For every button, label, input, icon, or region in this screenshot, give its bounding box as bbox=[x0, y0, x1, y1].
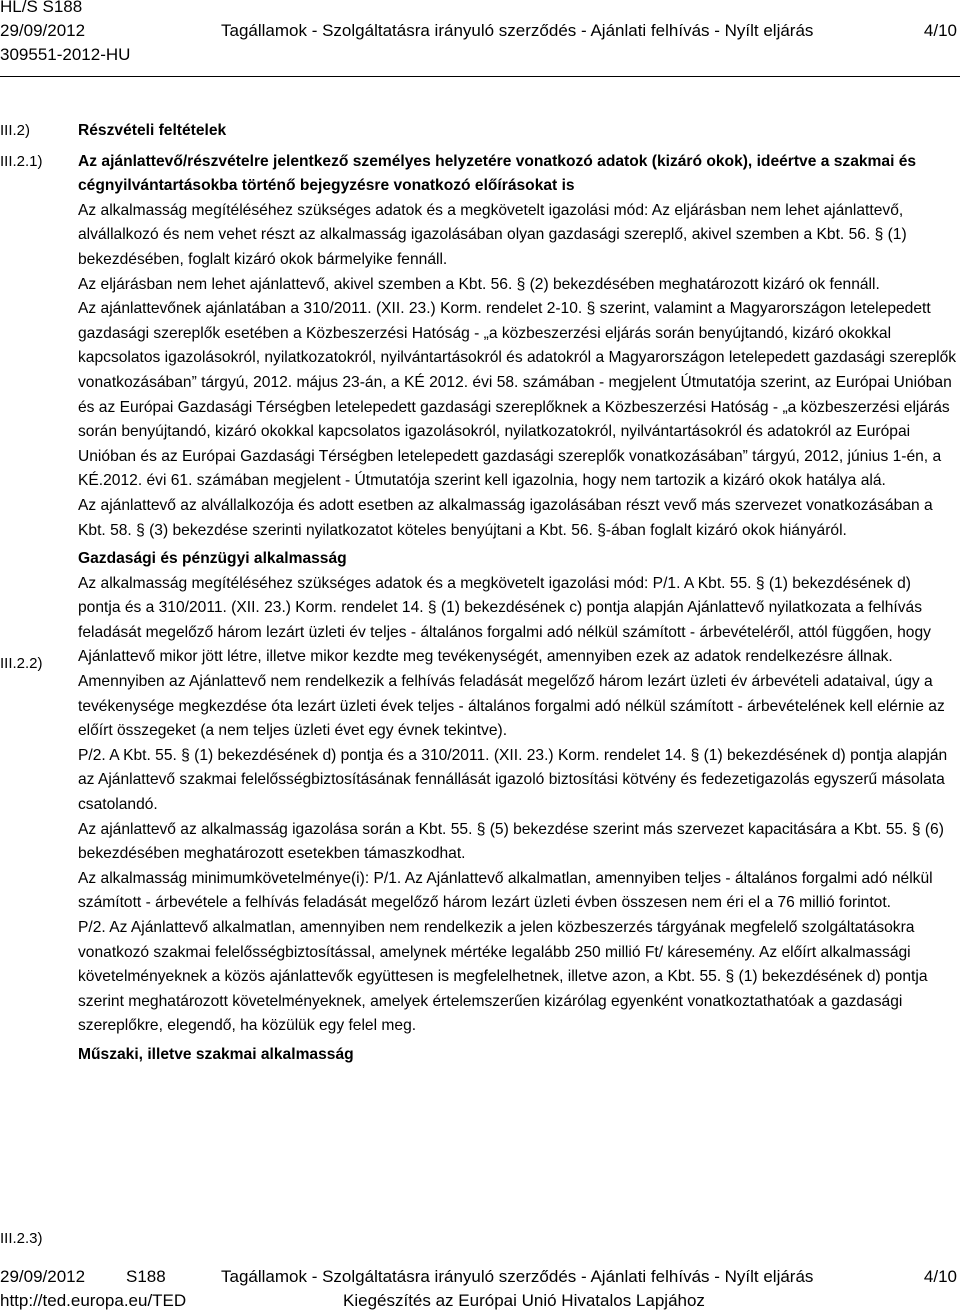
heading-participation: Részvételi feltételek bbox=[78, 122, 227, 139]
section-number: III.2.2) bbox=[0, 655, 43, 672]
header-date: 29/09/2012 bbox=[0, 21, 86, 40]
footer-supplement: Kiegészítés az Európai Unió Hivatalos Lapjához bbox=[343, 1291, 705, 1310]
page-header bbox=[0, 0, 960, 67]
section-number: III.2.1) bbox=[0, 153, 43, 170]
paragraph: Az ajánlattevő az alvállalkozója és adott esetben az alkalmasság igazolásában részt vevő más szervezet vonatkozásában a Kbt. 58. § (3) bekezdése szerinti nyilatkozatot köteles benyújtani a Kbt. 56. §-ában foglalt kizáró okok hiányáról. bbox=[78, 496, 933, 539]
heading-personal-situation: Az ajánlattevő/részvételre jelentkező személyes helyzetére vonatkozó adatok (kizáró okok), ideértve a szakmai és cégnyilvántartásokba történő bejegyzésre vonatkozó előírásokat is bbox=[78, 152, 917, 195]
ted-link[interactable]: http://ted.europa.eu/TED bbox=[0, 1291, 187, 1310]
heading-economic-capacity: Gazdasági és pénzügyi alkalmasság bbox=[78, 550, 347, 568]
footer-date: 29/09/2012 bbox=[0, 1267, 86, 1286]
section-number: III.2) bbox=[0, 122, 31, 139]
footer-series: S188 bbox=[126, 1267, 166, 1286]
paragraph: Az alkalmasság megítéléséhez szükséges adatok és a megkövetelt igazolási mód: Az eljárásban nem lehet ajánlattevő, alvállalkozó és nem vehet részt az alkalmasság igazolásában olyan gazdasági szereplő, akivel szemben a Kbt. 56. § (1) bekezdésében, foglalt kizáró okok bármelyike fennáll. bbox=[78, 201, 907, 268]
paragraph: Az alkalmasság minimumkövetelménye(i): P/1. Az Ajánlattevő alkalmatlan, amennyiben teljes - általános forgalmi adó nélkül számított - árbevétele a felhívás feladását megelőző három lezárt üzleti évben összesen nem éri el a 76 millió forintot. bbox=[78, 869, 933, 912]
paragraph: P/2. A Kbt. 55. § (1) bekezdésének d) pontja és a 310/2011. (XII. 23.) Korm. rendelet 14. § (1) bekezdésének d) pontja alapján az Ajánlattevő szakmai felelősségbiztosításának fennállását igazoló biztosítási kötvény és fedezetigazolás egyszerű másolata csatolandó. bbox=[78, 746, 948, 814]
page-footer bbox=[0, 1265, 960, 1313]
header-page-number: 4/10 bbox=[923, 21, 957, 40]
notice-body bbox=[78, 119, 957, 1068]
doc-id: HL/S S188 bbox=[0, 0, 83, 16]
paragraph: Az alkalmasság megítéléséhez szükséges adatok és a megkövetelt igazolási mód: P/1. A Kbt. 55. § (1) bekezdésének d) pontja és a 310/2011. (XII. 23.) Korm. rendelet 14. § (1) bekezdésének c) pontja alapján Ajánlattevő nyilatkozata a felhívás feladását megelőző három lezárt üzleti év teljes - általános forgalmi adó nélkül számított - árbevételéről, attól függően, hogy Ajánlattevő mikor jött létre, illetve mikor kezdte meg tevékenységét, amennyiben ezek az adatok rendelkezésre állnak. Amennyiben az Ajánlattevő nem rendelkezik a felhívás feladását megelőző három lezárt üzleti év árbevételi adataival, úgy a tevékenysége megkezdése óta lezárt üzleti évek teljes - általános forgalmi adó nélkül számított - árbevételének kell elérnie az előírt összegeket (a nem teljes üzleti évet egy évnek tekintve). bbox=[78, 574, 945, 740]
paragraph: Az ajánlattevőnek ajánlatában a 310/2011. (XII. 23.) Korm. rendelet 2-10. § szerint, valamint a Magyarországon letelepedett gazdasági szereplők esetében a Közbeszerzési Hatóság - „a közbeszerzési eljárás során benyújtandó, kizáró okokkal kapcsolatos igazolásokról, nyilatkozatokról, nyilvántartásokról és adatokról a Magyarországon letelepedett gazdasági szereplők vonatkozásában” tárgyú, 2012. május 23-án, a KÉ 2012. évi 58. számában - megjelent Útmutatója szerint, az Európai Unióban és az Európai Gazdasági Térségben letelepedett gazdasági szereplőknek a Közbeszerzési Hatóság - „a közbeszerzési eljárás során benyújtandó, kizáró okokkal kapcsolatos igazolásokról, nyilatkozatokról, nyilvántartásokról és adatokról az Európai Unióban és az Európai Gazdasági Térségben letelepedett gazdasági szereplők vonatkozásában” tárgyú, 2012, június 1-én, a KÉ.2012. évi 61. számában megjelent - Útmutatója szerint kell igazolnia, hogy nem tartozik a kizáró okok hatálya alá. bbox=[78, 300, 957, 490]
section-number: III.2.3) bbox=[0, 1230, 43, 1247]
header-divider bbox=[0, 76, 960, 77]
document-reference: 309551-2012-HU bbox=[0, 45, 131, 64]
paragraph: P/2. Az Ajánlattevő alkalmatlan, amennyiben nem rendelkezik a jelen közbeszerzés tárgyának megfelelő szolgáltatásokra vonatkozó szakmai felelősségbiztosítással, amelynek mértéke legalább 250 millió Ft/ káresemény. Az előírt alkalmassági követelményeknek a közös ajánlattevők együttesen is megfelelhetnek, illetve azon, a Kbt. 55. § (1) bekezdésének d) pontja szerint meghatározott követelményeknek, amelyek értelemszerűen kizárólag egyenként vonatkoztathatóak a gazdasági szereplőkre, elegendő, ha közülük egy felel meg. bbox=[78, 919, 928, 1035]
footer-title: Tagállamok - Szolgáltatásra irányuló szerződés - Ajánlati felhívás - Nyílt eljárás bbox=[221, 1267, 814, 1286]
heading-technical-capacity: Műszaki, illetve szakmai alkalmasság bbox=[78, 1045, 354, 1063]
paragraph: Az ajánlattevő az alkalmasság igazolása során a Kbt. 55. § (5) bekezdése szerint más szervezet kapacitására a Kbt. 55. § (6) bekezdésében meghatározott esetekben támaszkodhat. bbox=[78, 820, 944, 863]
header-title: Tagállamok - Szolgáltatásra irányuló szerződés - Ajánlati felhívás - Nyílt eljárás bbox=[221, 21, 814, 40]
footer-page-number: 4/10 bbox=[923, 1267, 957, 1286]
paragraph: Az eljárásban nem lehet ajánlattevő, akivel szemben a Kbt. 56. § (2) bekezdésében meghatározott kizáró ok fennáll. bbox=[78, 275, 880, 293]
